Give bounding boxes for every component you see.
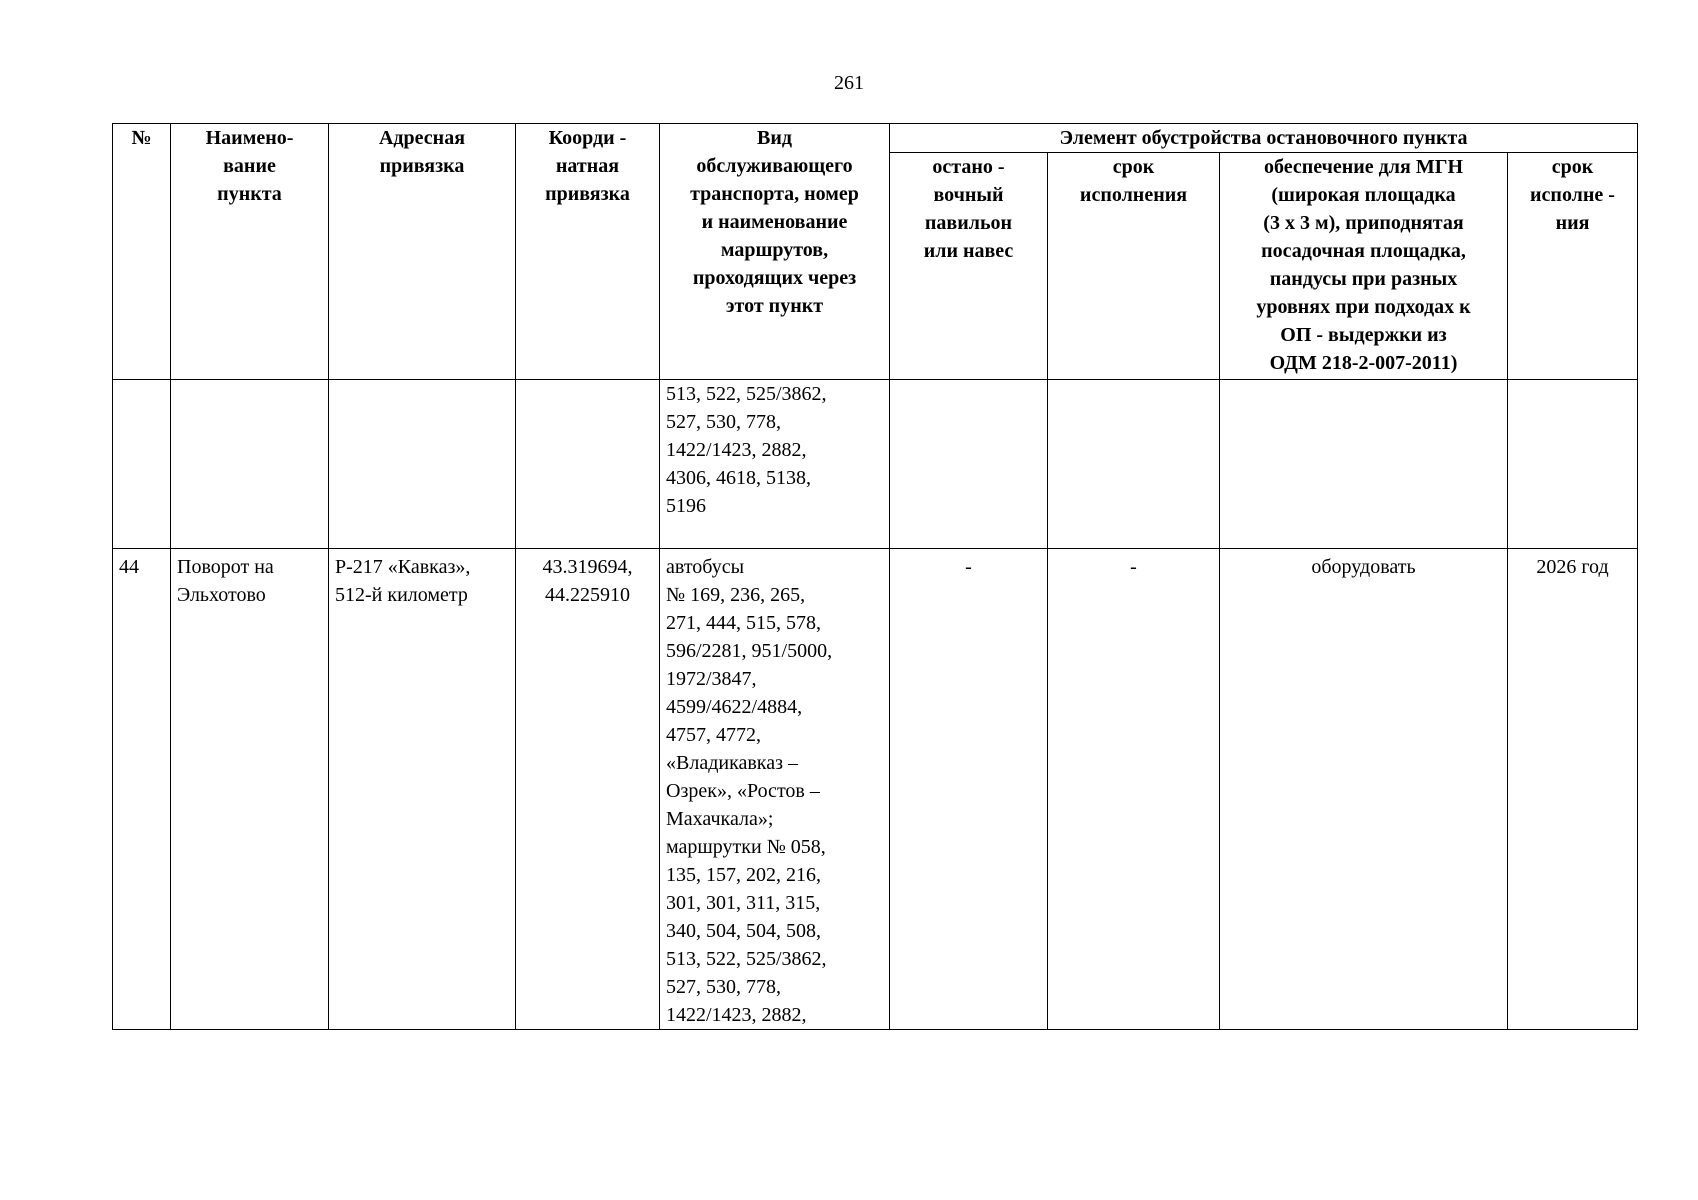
table-row [113,549,1638,1030]
cell-address: Р-217 «Кавказ», 512-й километр [329,549,516,1030]
table-row-continued [113,380,1638,549]
cell-name [171,380,329,549]
bus-stops-table [112,123,1638,1030]
cell-num [113,380,171,549]
cell-deadline-1 [1048,380,1220,549]
header-num: № [113,124,171,380]
header-address: Адресная привязка [329,124,516,380]
cell-num: 44 [113,549,171,1030]
cell-coords [516,380,660,549]
cell-transport: 513, 522, 525/3862, 527, 530, 778, 1422/1423, 2882, 4306, 4618, 5138, 5196 [660,380,890,549]
cell-deadline-2 [1508,380,1638,549]
header-coords: Коорди - натная привязка [516,124,660,380]
cell-mgn [1220,380,1508,549]
cell-pavilion [890,380,1048,549]
cell-transport: автобусы № 169, 236, 265, 271, 444, 515, 578, 596/2281, 951/5000, 1972/3847, 4599/4622/4884, 4757, 4772, «Владикавказ – Озрек», «Ростов – Махачкала»; маршрутки № 058, 135, 157, 202, 216, 301, 301, 311, 315, 340, 504, 504, 508, 513, 522, 525/3862, 527, 530, 778, 1422/1423, 2882, [660,549,890,1030]
header-deadline-2: срок исполне - ния [1508,153,1638,380]
header-name: Наимено- вание пункта [171,124,329,380]
cell-coords: 43.319694, 44.225910 [516,549,660,1030]
header-pavilion: остано - вочный павильон или навес [890,153,1048,380]
cell-pavilion: - [890,549,1048,1030]
page-number: 261 [834,72,864,94]
header-transport: Вид обслуживающего транспорта, номер и наименование маршрутов, проходящих через этот пункт [660,124,890,380]
cell-mgn: оборудовать [1220,549,1508,1030]
cell-deadline-1: - [1048,549,1220,1030]
header-deadline-1: срок исполнения [1048,153,1220,380]
cell-name: Поворот на Эльхотово [171,549,329,1030]
header-mgn: обеспечение для МГН (широкая площадка (3 х 3 м), приподнятая посадочная площадка, пандусы при разных уровнях при подходах к ОП - выдержки из ОДМ 218-2-007-2011) [1220,153,1508,380]
header-group-stop-equipment: Элемент обустройства остановочного пункта [890,124,1638,153]
cell-deadline-2: 2026 год [1508,549,1638,1030]
cell-address [329,380,516,549]
header-row-top [113,124,1638,153]
